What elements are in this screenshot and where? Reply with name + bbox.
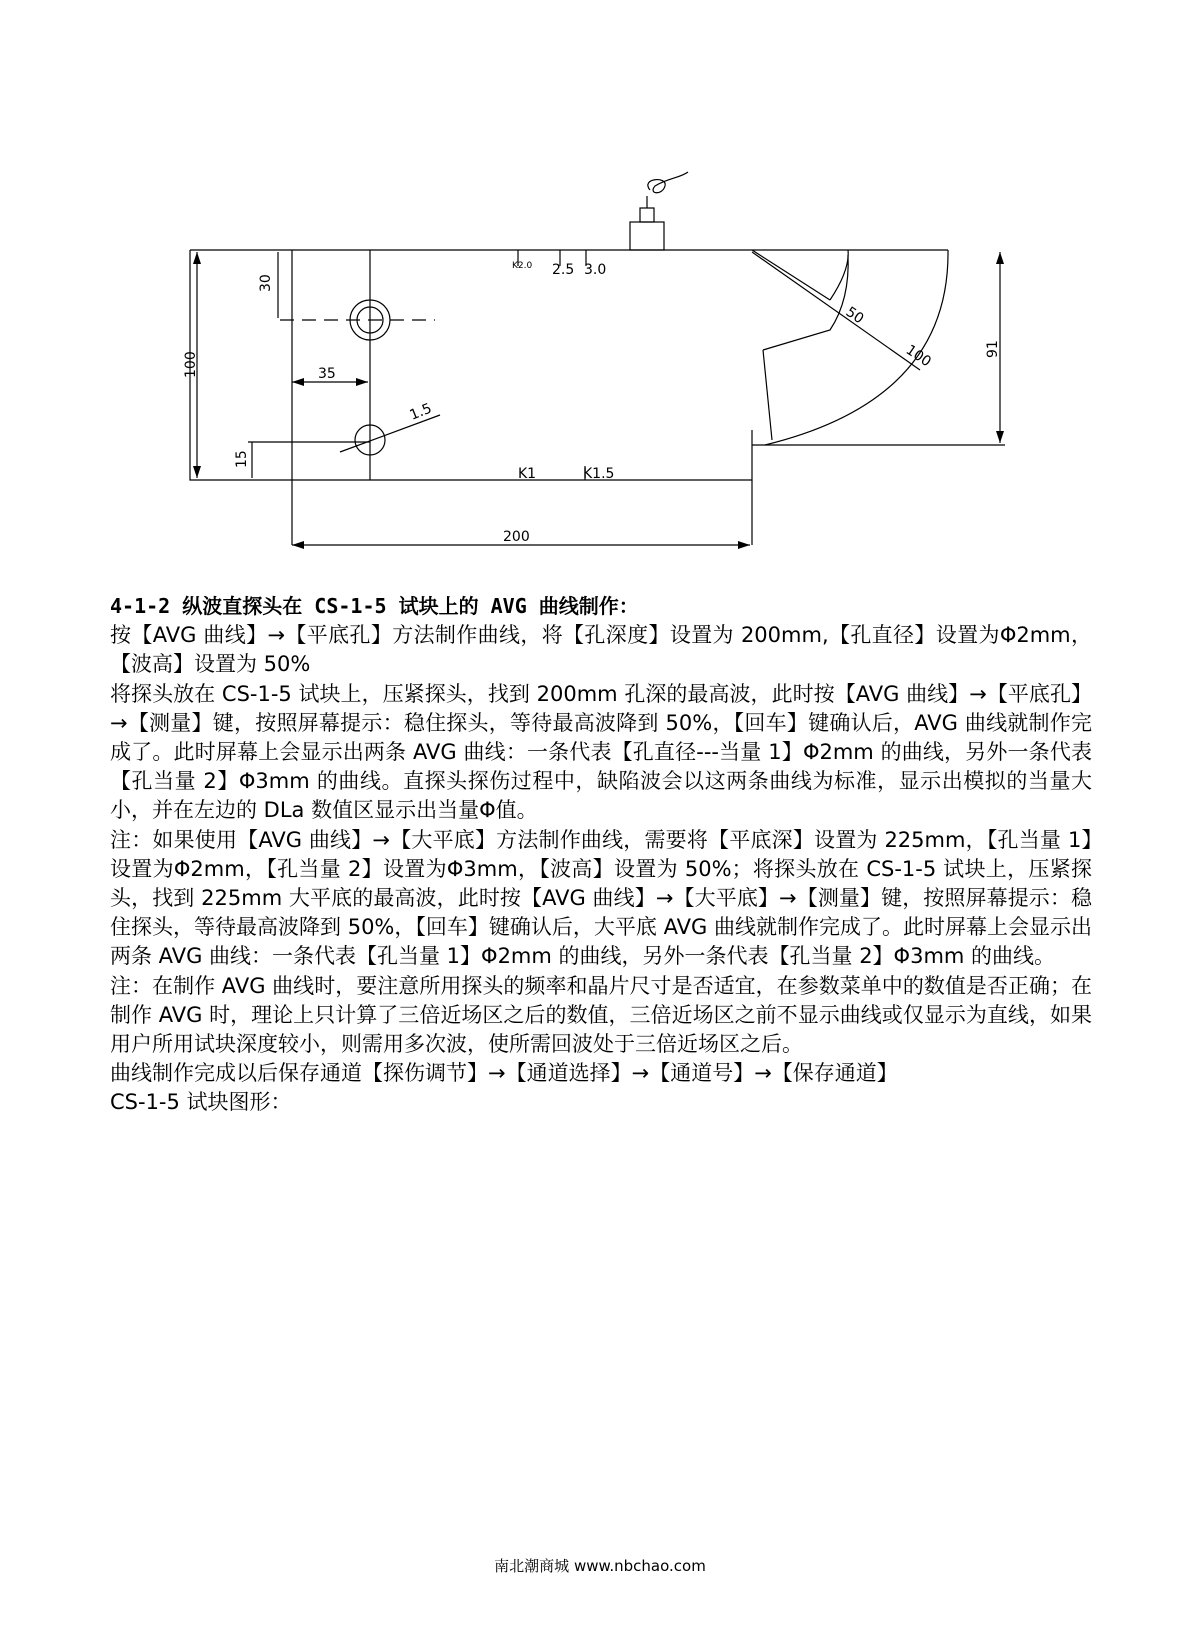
block-outline	[190, 250, 752, 480]
mark-k20-label: K2.0	[512, 261, 533, 271]
dim-small-hole-label: 1.5	[407, 400, 435, 424]
section-heading: 4-1-2 纵波直探头在 CS-1-5 试块上的 AVG 曲线制作：	[110, 594, 639, 618]
dim-width-label: 200	[503, 529, 530, 545]
dim-height-label: 100	[183, 351, 199, 378]
cs-1-5-block-svg	[0, 0, 1200, 580]
paragraph: 曲线制作完成以后保存通道【探伤调节】→【通道选择】→【通道号】→【保存通道】	[110, 1061, 898, 1086]
mark-k1-label: K1	[518, 466, 537, 482]
paragraph: 注：在制作 AVG 曲线时，要注意所用探头的频率和晶片尺寸是否适宜，在参数菜单中的数值是否正确；在制作 AVG 时，理论上只计算了三倍近场区之后的数值，三倍近场区之前不显示曲线或仅显示为直线，如果用户所用试块深度较小，则需用多次波，使所需回波处于三倍近场区之后。	[110, 973, 1092, 1057]
dim-arc-100-label: 100	[902, 342, 934, 371]
radius-line	[752, 252, 920, 370]
probe-body	[630, 222, 664, 250]
test-block-drawing	[0, 0, 1200, 580]
dim-arc-50-label: 50	[842, 304, 867, 328]
probe-cable	[647, 172, 688, 208]
page-footer: 南北潮商城 www.nbchao.com	[494, 1557, 706, 1575]
arc-cut-line	[763, 350, 772, 440]
probe-head	[640, 208, 654, 222]
paragraph: CS-1-5 试块图形：	[110, 1090, 292, 1115]
arrowheads	[193, 252, 1004, 549]
document-body	[110, 592, 1092, 1118]
dim-bottom-hole-label: 15	[234, 450, 250, 468]
paragraph: 注：如果使用【AVG 曲线】→【大平底】方法制作曲线，需要将【平底深】设置为 225mm，【孔当量 1】设置为Φ2mm，【孔当量 2】设置为Φ3mm，【波高】设置为 50%；将探头放在 CS-1-5 试块上，压紧探头，找到 225mm 大平底的最高波，此时按【AVG 曲线】→【大平底】→【测量】键，按照屏幕提示：稳住探头，等待最高波降到 50%，【回车】键确认后，大平底 AVG 曲线就制作完成了。此时屏幕上会显示出两条 AVG 曲线：一条代表【孔当量 1】Φ2mm 的曲线，另外一条代表【孔当量 2】Φ3mm 的曲线。	[110, 827, 1092, 969]
mark-30-label: 3.0	[584, 262, 607, 278]
paragraph: 将探头放在 CS-1-5 试块上，压紧探头，找到 200mm 孔深的最高波，此时按【AVG 曲线】→【平底孔】→【测量】键，按照屏幕提示：稳住探头，等待最高波降到 50%，【回车】键确认后，AVG 曲线就制作完成了。此时屏幕上会显示出两条 AVG 曲线：一条代表【孔直径---当量 1】Φ2mm 的曲线，另外一条代表【孔当量 2】Φ3mm 的曲线。直探头探伤过程中，缺陷波会以这两条曲线为标准，显示出模拟的当量大小，并在左边的 DLa 数值区显示出当量Φ值。	[110, 681, 1092, 823]
paragraph: 按【AVG 曲线】→【平底孔】方法制作曲线，将【孔深度】设置为 200mm,【孔直径】设置为Φ2mm，【波高】设置为 50%	[110, 623, 1092, 677]
mark-k15-label: K1.5	[583, 466, 615, 482]
mark-25-label: 2.5	[552, 262, 575, 278]
small-hole-leader	[340, 415, 440, 452]
dim-offset-label: 35	[318, 366, 336, 382]
dim-top-hole-label: 30	[258, 274, 274, 292]
dim-right-height-label: 91	[985, 340, 1001, 358]
